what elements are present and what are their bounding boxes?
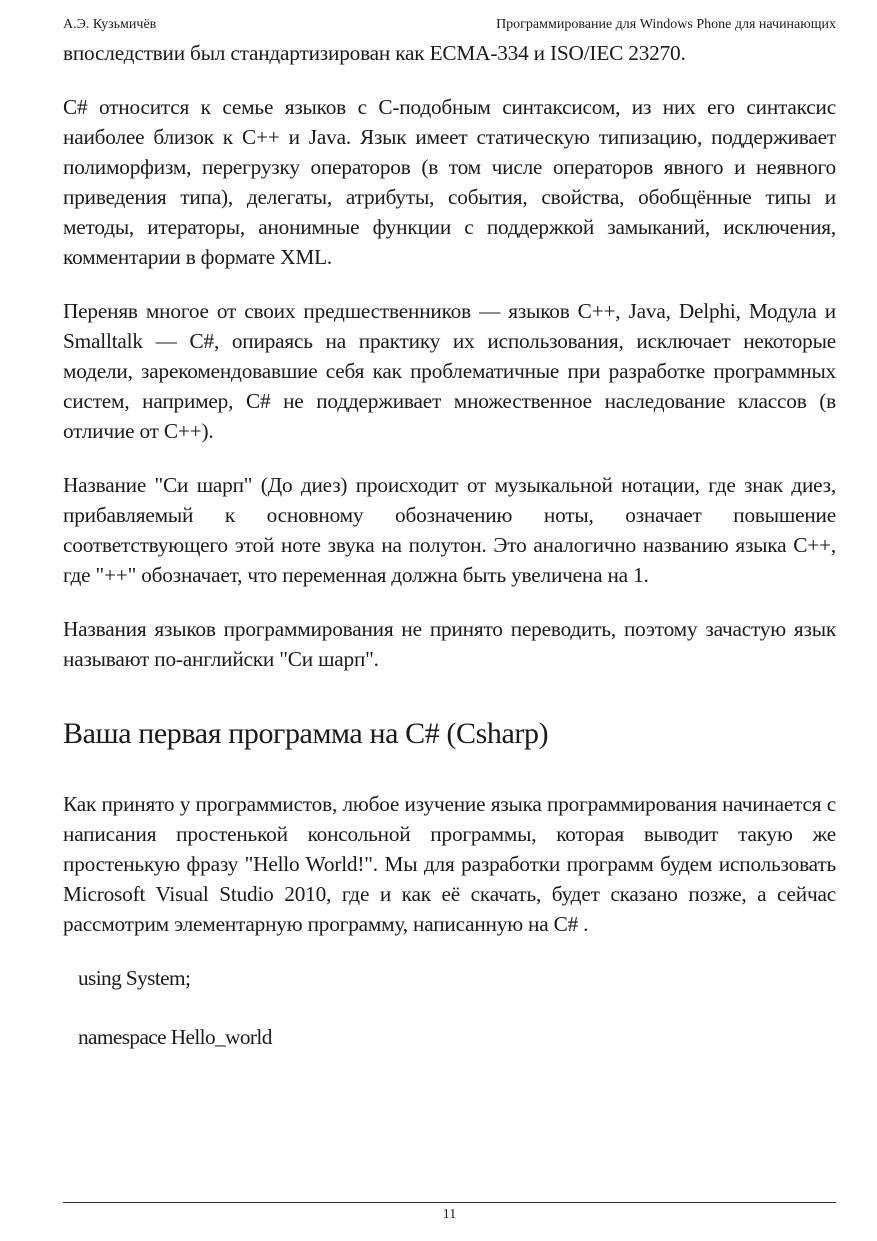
- header-author: А.Э. Кузьмичёв: [63, 17, 157, 32]
- paragraph-name-origin: Название "Си шарп" (До диез) происходит от музыкальной нотации, где знак диез, прибавляемый к основному обозначению ноты, означает повышение соответствующего этой ноте звука на полутон. Это аналогично названию языка C++, где "++" обозначает, что переменная должна быть увеличена на 1.: [63, 473, 836, 587]
- paragraph-intro: Как принято у программистов, любое изучение языка программирования начинается с написания простенькой консольной программы, которая выводит такую же простенькую фразу "Hello World!". Мы для разработки программ будем использовать Microsoft Visual Studio 2010, где и как её скачать, будет сказано позже, а сейчас рассмотрим элементарную программу, написанную на C# .: [63, 792, 836, 936]
- paragraph-predecessors: Переняв многое от своих предшественников — языков C++, Java, Delphi, Модула и Smalltalk — C#, опираясь на практику их использования, исключает некоторые модели, зарекомендовавшие себя как проблематичные при разработке программных систем, например, C# не поддерживает множественное наследование классов (в отличие от C++).: [63, 299, 836, 443]
- paragraph-standardization: впоследствии был стандартизирован как ECMA-334 и ISO/IEC 23270.: [63, 41, 686, 65]
- section-heading: Ваша первая программа на C# (Csharp): [63, 717, 549, 750]
- code-line: namespace Hello_world: [78, 1025, 272, 1049]
- page-content: [63, 38, 836, 1052]
- code-line: using System;: [78, 966, 191, 990]
- paragraph-name-translation: Названия языков программирования не принято переводить, поэтому зачастую язык называют по-английски "Си шарп".: [63, 617, 836, 671]
- footer-divider: [63, 1202, 836, 1203]
- paragraph-syntax: C# относится к семье языков с C-подобным синтаксисом, из них его синтаксис наиболее близок к C++ и Java. Язык имеет статическую типизацию, поддерживает полиморфизм, перегрузку операторов (в том числе операторов явного и неявного приведения типа), делегаты, атрибуты, события, свойства, обобщённые типы и методы, итераторы, анонимные функции с поддержкой замыканий, исключения, комментарии в формате XML.: [63, 95, 836, 269]
- page-header: [63, 15, 836, 35]
- page-number: 11: [442, 1207, 457, 1222]
- header-book-title: Программирование для Windows Phone для начинающих: [496, 17, 836, 32]
